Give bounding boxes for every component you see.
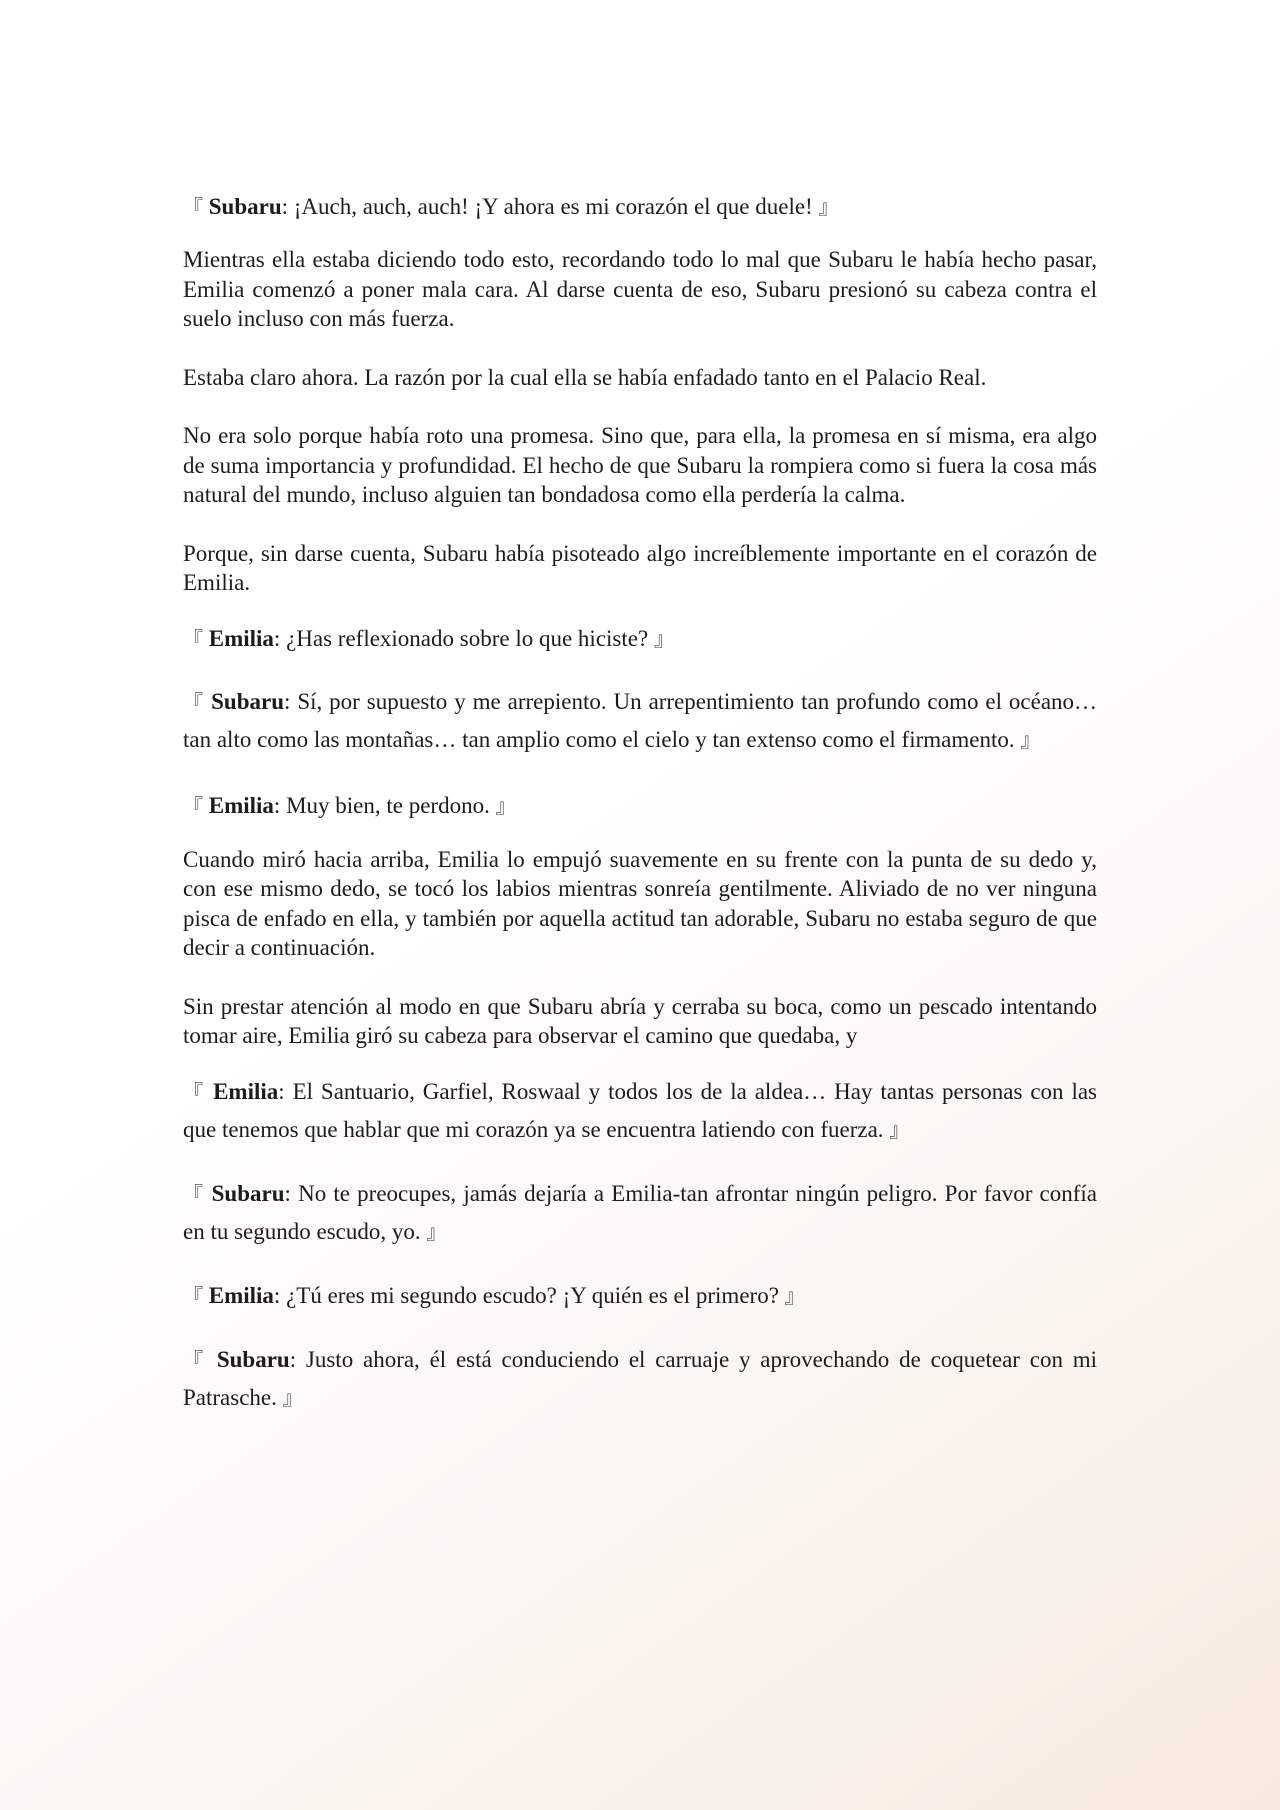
open-quote-bracket: 『 (183, 1079, 206, 1104)
narration-paragraph: Cuando miró hacia arriba, Emilia lo empujó suavemente en su frente con la punta de su dedo y, con ese mismo dedo, se tocó los labios mientras sonreía gentilmente. Aliviado de no ver ninguna pisca de enfado en ella, y también por aquella actitud tan adorable, Subaru no estaba seguro de que decir a continuación. (183, 846, 1097, 960)
speaker-name: Subaru (216, 1346, 290, 1372)
dialogue-line: 『 Subaru: Justo ahora, él está conduciendo el carruaje y aprovechando de coquetear con mi Patrasche. 』 (183, 1346, 1098, 1410)
dialogue-text: Muy bien, te perdono. (286, 792, 490, 818)
dialogue-line: 『 Subaru: No te preocupes, jamás dejaría a Emilia-tan afrontar ningún peligro. Por favor confía en tu segundo escudo, yo. 』 (183, 1180, 1097, 1244)
open-quote-bracket: 『 (183, 195, 203, 219)
document-body (183, 188, 1097, 1417)
dialogue-line: 『 Subaru: Sí, por supuesto y me arrepiento. Un arrepentimiento tan profundo como el océano… tan alto como las montañas… tan amplio como el cielo y tan extenso como el firmamento. 』 (183, 688, 1098, 752)
speaker-name: Emilia (208, 1282, 274, 1308)
open-quote-bracket: 『 (183, 1347, 208, 1372)
close-quote-bracket: 』 (495, 793, 516, 818)
open-quote-bracket: 『 (183, 1181, 205, 1206)
speaker-name: Subaru (208, 194, 282, 219)
speaker-name: Emilia (208, 625, 274, 651)
speaker-name: Emilia (213, 1078, 279, 1104)
dialogue-line: 『 Emilia: Muy bien, te perdono. 』 (183, 792, 516, 818)
narration-paragraph: Porque, sin darse cuenta, Subaru había pisoteado algo increíblemente importante en el corazón de Emilia. (183, 540, 1097, 595)
dialogue-text: ¿Tú eres mi segundo escudo? ¡Y quién es el primero? (286, 1282, 779, 1308)
narration-paragraph: Sin prestar atención al modo en que Subaru abría y cerraba su boca, como un pescado intentando tomar aire, Emilia giró su cabeza para observar el camino que quedaba, y (183, 993, 1097, 1048)
open-quote-bracket: 『 (183, 793, 203, 818)
narration-paragraph: Estaba claro ahora. La razón por la cual ella se había enfadado tanto en el Palacio Real. (183, 364, 987, 390)
narration-paragraph: Mientras ella estaba diciendo todo esto, recordando todo lo mal que Subaru le había hecho pasar, Emilia comenzó a poner mala cara. Al darse cuenta de eso, Subaru presionó su cabeza contra el suelo incluso con más fuerza. (183, 247, 1097, 331)
close-quote-bracket: 』 (818, 195, 839, 219)
narration-paragraph: No era solo porque había roto una promesa. Sino que, para ella, la promesa en sí misma, era algo de suma importancia y profundidad. El hecho de que Subaru la rompiera como si fuera la cosa más natural del mundo, incluso alguien tan bondadosa como ella perdería la calma. (183, 423, 1097, 507)
dialogue-text: ¿Has reflexionado sobre lo que hiciste? (286, 625, 649, 651)
close-quote-bracket: 』 (784, 1283, 805, 1308)
dialogue-line: 『 Emilia: ¿Tú eres mi segundo escudo? ¡Y quién es el primero? 』 (183, 1282, 805, 1308)
dialogue-line: 『 Emilia: El Santuario, Garfiel, Roswaal y todos los de la aldea… Hay tantas personas con las que tenemos que hablar que mi corazón ya se encuentra latiendo con fuerza. 』 (183, 1078, 1098, 1142)
dialogue-text: Justo ahora, él está conduciendo el carruaje y aprovechando de coquetear con mi Patrasche. (183, 1346, 1098, 1410)
dialogue-text: Sí, por supuesto y me arrepiento. Un arrepentimiento tan profundo como el océano… tan alto como las montañas… tan amplio como el cielo y tan extenso como el firmamento. (183, 688, 1098, 752)
open-quote-bracket: 『 (183, 689, 205, 714)
close-quote-bracket: 』 (889, 1117, 910, 1142)
close-quote-bracket: 』 (653, 626, 674, 651)
speaker-name: Emilia (208, 792, 274, 818)
dialogue-line: 『 Emilia: ¿Has reflexionado sobre lo que hiciste? 』 (183, 625, 674, 651)
close-quote-bracket: 』 (1020, 727, 1041, 752)
dialogue-text: No te preocupes, jamás dejaría a Emilia-tan afrontar ningún peligro. Por favor confía en tu segundo escudo, yo. (183, 1180, 1097, 1244)
close-quote-bracket: 』 (282, 1385, 303, 1410)
speaker-name: Subaru (211, 688, 284, 714)
speaker-name: Subaru (211, 1180, 285, 1206)
open-quote-bracket: 『 (183, 1283, 203, 1308)
open-quote-bracket: 『 (183, 626, 203, 651)
close-quote-bracket: 』 (426, 1219, 447, 1244)
dialogue-text: ¡Auch, auch, auch! ¡Y ahora es mi corazón el que duele! (293, 194, 813, 219)
dialogue-text: El Santuario, Garfiel, Roswaal y todos los de la aldea… Hay tantas personas con las que tenemos que hablar que mi corazón ya se encuentra latiendo con fuerza. (183, 1078, 1098, 1142)
dialogue-line: 『 Subaru: ¡Auch, auch, auch! ¡Y ahora es mi corazón el que duele! 』 (183, 194, 839, 219)
